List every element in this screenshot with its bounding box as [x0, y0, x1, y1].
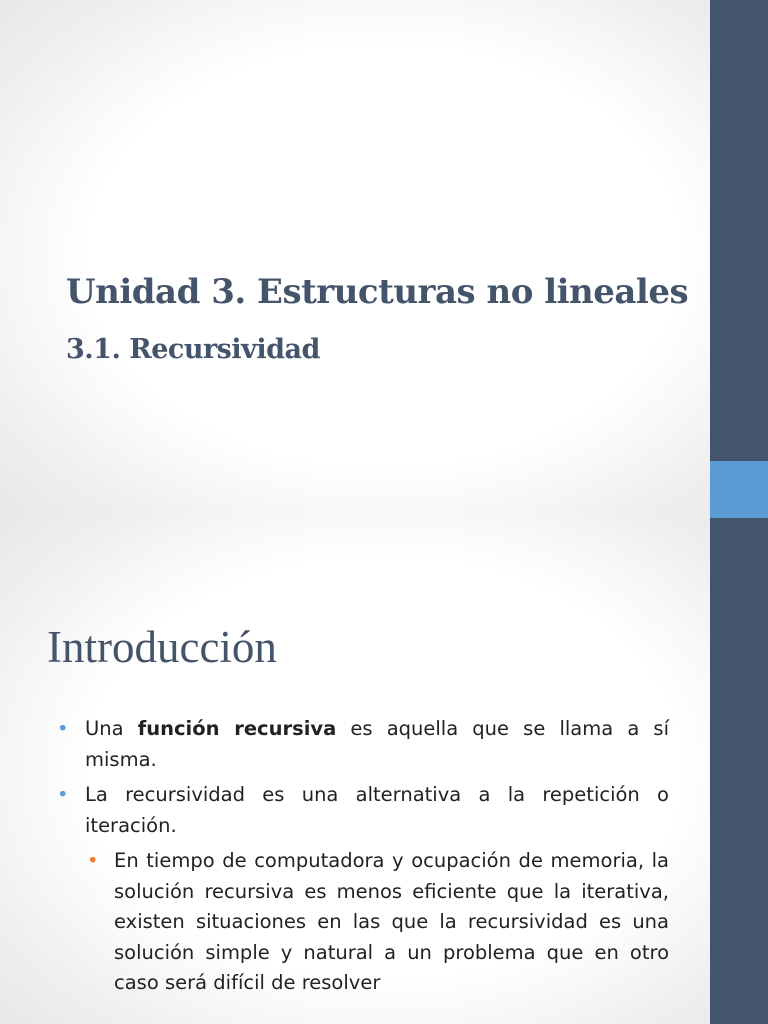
bullet-item — [57, 780, 669, 841]
bullet-item — [57, 714, 669, 775]
bullet-text: La recursividad es una alternativa a la repetición o iteración. — [85, 783, 669, 837]
slide-title-heading: Unidad 3. Estructuras no lineales — [66, 272, 689, 312]
bullet-text-bold: función recursiva — [137, 717, 337, 740]
bullet-dot-icon: • — [57, 783, 69, 806]
slide-introduction — [0, 512, 768, 1024]
sub-bullet-item — [87, 846, 669, 999]
side-bar — [710, 512, 768, 1024]
introduction-heading: Introducción — [47, 622, 277, 672]
side-bar — [710, 0, 768, 512]
side-accent-block — [710, 461, 768, 518]
bullet-text-suffix: es aquella que se llama a sí misma. — [85, 717, 669, 771]
bullet-dot-icon: • — [57, 717, 69, 740]
bullet-text-prefix: Una — [85, 717, 138, 740]
slide-subtitle-heading: 3.1. Recursividad — [66, 334, 320, 365]
sub-bullet-text: En tiempo de computadora y ocupación de memoria, la solución recursiva es menos eficiente que la iterativa, existen situaciones en las que la recursividad es una solución simple y natural a un problema que en otro caso será difícil de resolver — [114, 849, 669, 994]
sub-bullet-dot-icon: • — [87, 849, 99, 872]
bullet-list — [57, 714, 669, 1004]
